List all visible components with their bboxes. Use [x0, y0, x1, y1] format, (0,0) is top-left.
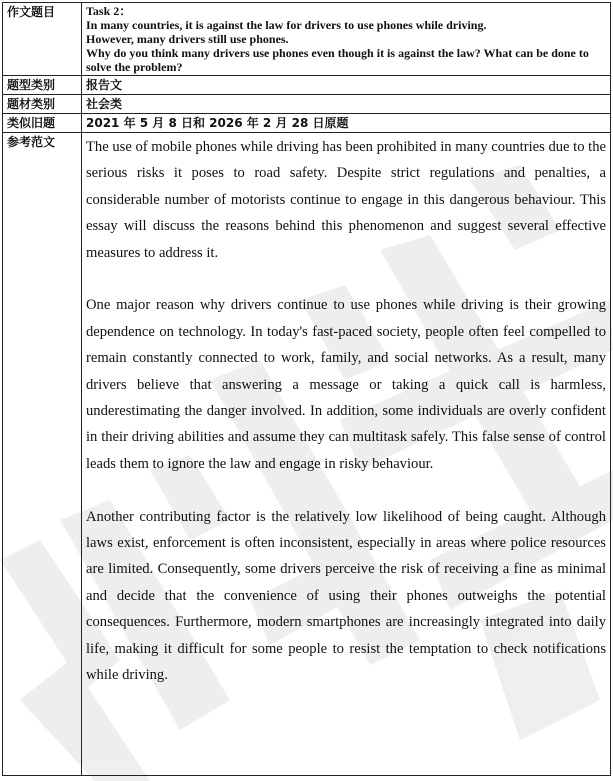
task-row	[3, 3, 611, 76]
similar-row	[3, 114, 611, 133]
similar-label: 类似旧题	[3, 114, 82, 133]
essay-label: 参考范文	[3, 133, 82, 776]
similar-value: 2021 年 5 月 8 日和 2026 年 2 月 28 日原题	[82, 114, 611, 133]
task-table	[2, 2, 611, 776]
essay-row	[3, 133, 611, 776]
essay-paragraph: The use of mobile phones while driving has been prohibited in many countries due to the serious risks it poses to road safety. Despite strict regulations and penalties, a considerable number of motorists continue to engage in this dangerous behaviour. This essay will discuss the reasons behind this phenomenon and suggest several effective measures to address it.	[86, 139, 606, 261]
essay-paragraph: One major reason why drivers continue to use phones while driving is their growing dependence on technology. In today's fast-paced society, people often feel compelled to remain constantly connected to work, family, and social networks. As a result, many drivers believe that answering a message or taking a quick call is harmless, underestimating the danger involved. In addition, some individuals are overly confident in their driving abilities and assume they can multitask safely. This false sense of control leads them to ignore the law and engage in risky behaviour.	[86, 297, 606, 472]
topic-label: 题材类别	[3, 95, 82, 114]
topic-row	[3, 95, 611, 114]
task-question: Why do you think many drivers use phones even though it is against the law? What can be done to solve the problem?	[86, 46, 589, 74]
task-prompt-line: However, many drivers still use phones.	[86, 32, 289, 46]
task-prompt-line: In many countries, it is against the law for drivers to use phones while driving.	[86, 18, 487, 32]
task-number: Task 2：	[86, 4, 132, 18]
type-value: 报告文	[82, 76, 611, 95]
task-label: 作文题目	[3, 3, 82, 76]
task-prompt	[82, 3, 611, 76]
essay-body	[82, 133, 611, 776]
type-label: 题型类别	[3, 76, 82, 95]
essay-paragraph: Another contributing factor is the relatively low likelihood of being caught. Although laws exist, enforcement is often inconsistent, especially in areas where police resources are limited. Consequently, some drivers perceive the risk of receiving a fine as minimal and decide that the convenience of using their phones outweighs the potential consequences. Furthermore, modern smartphones are increasingly integrated into daily life, making it difficult for some people to resist the temptation to check notifications while driving.	[86, 508, 606, 684]
topic-value: 社会类	[82, 95, 611, 114]
type-row	[3, 76, 611, 95]
